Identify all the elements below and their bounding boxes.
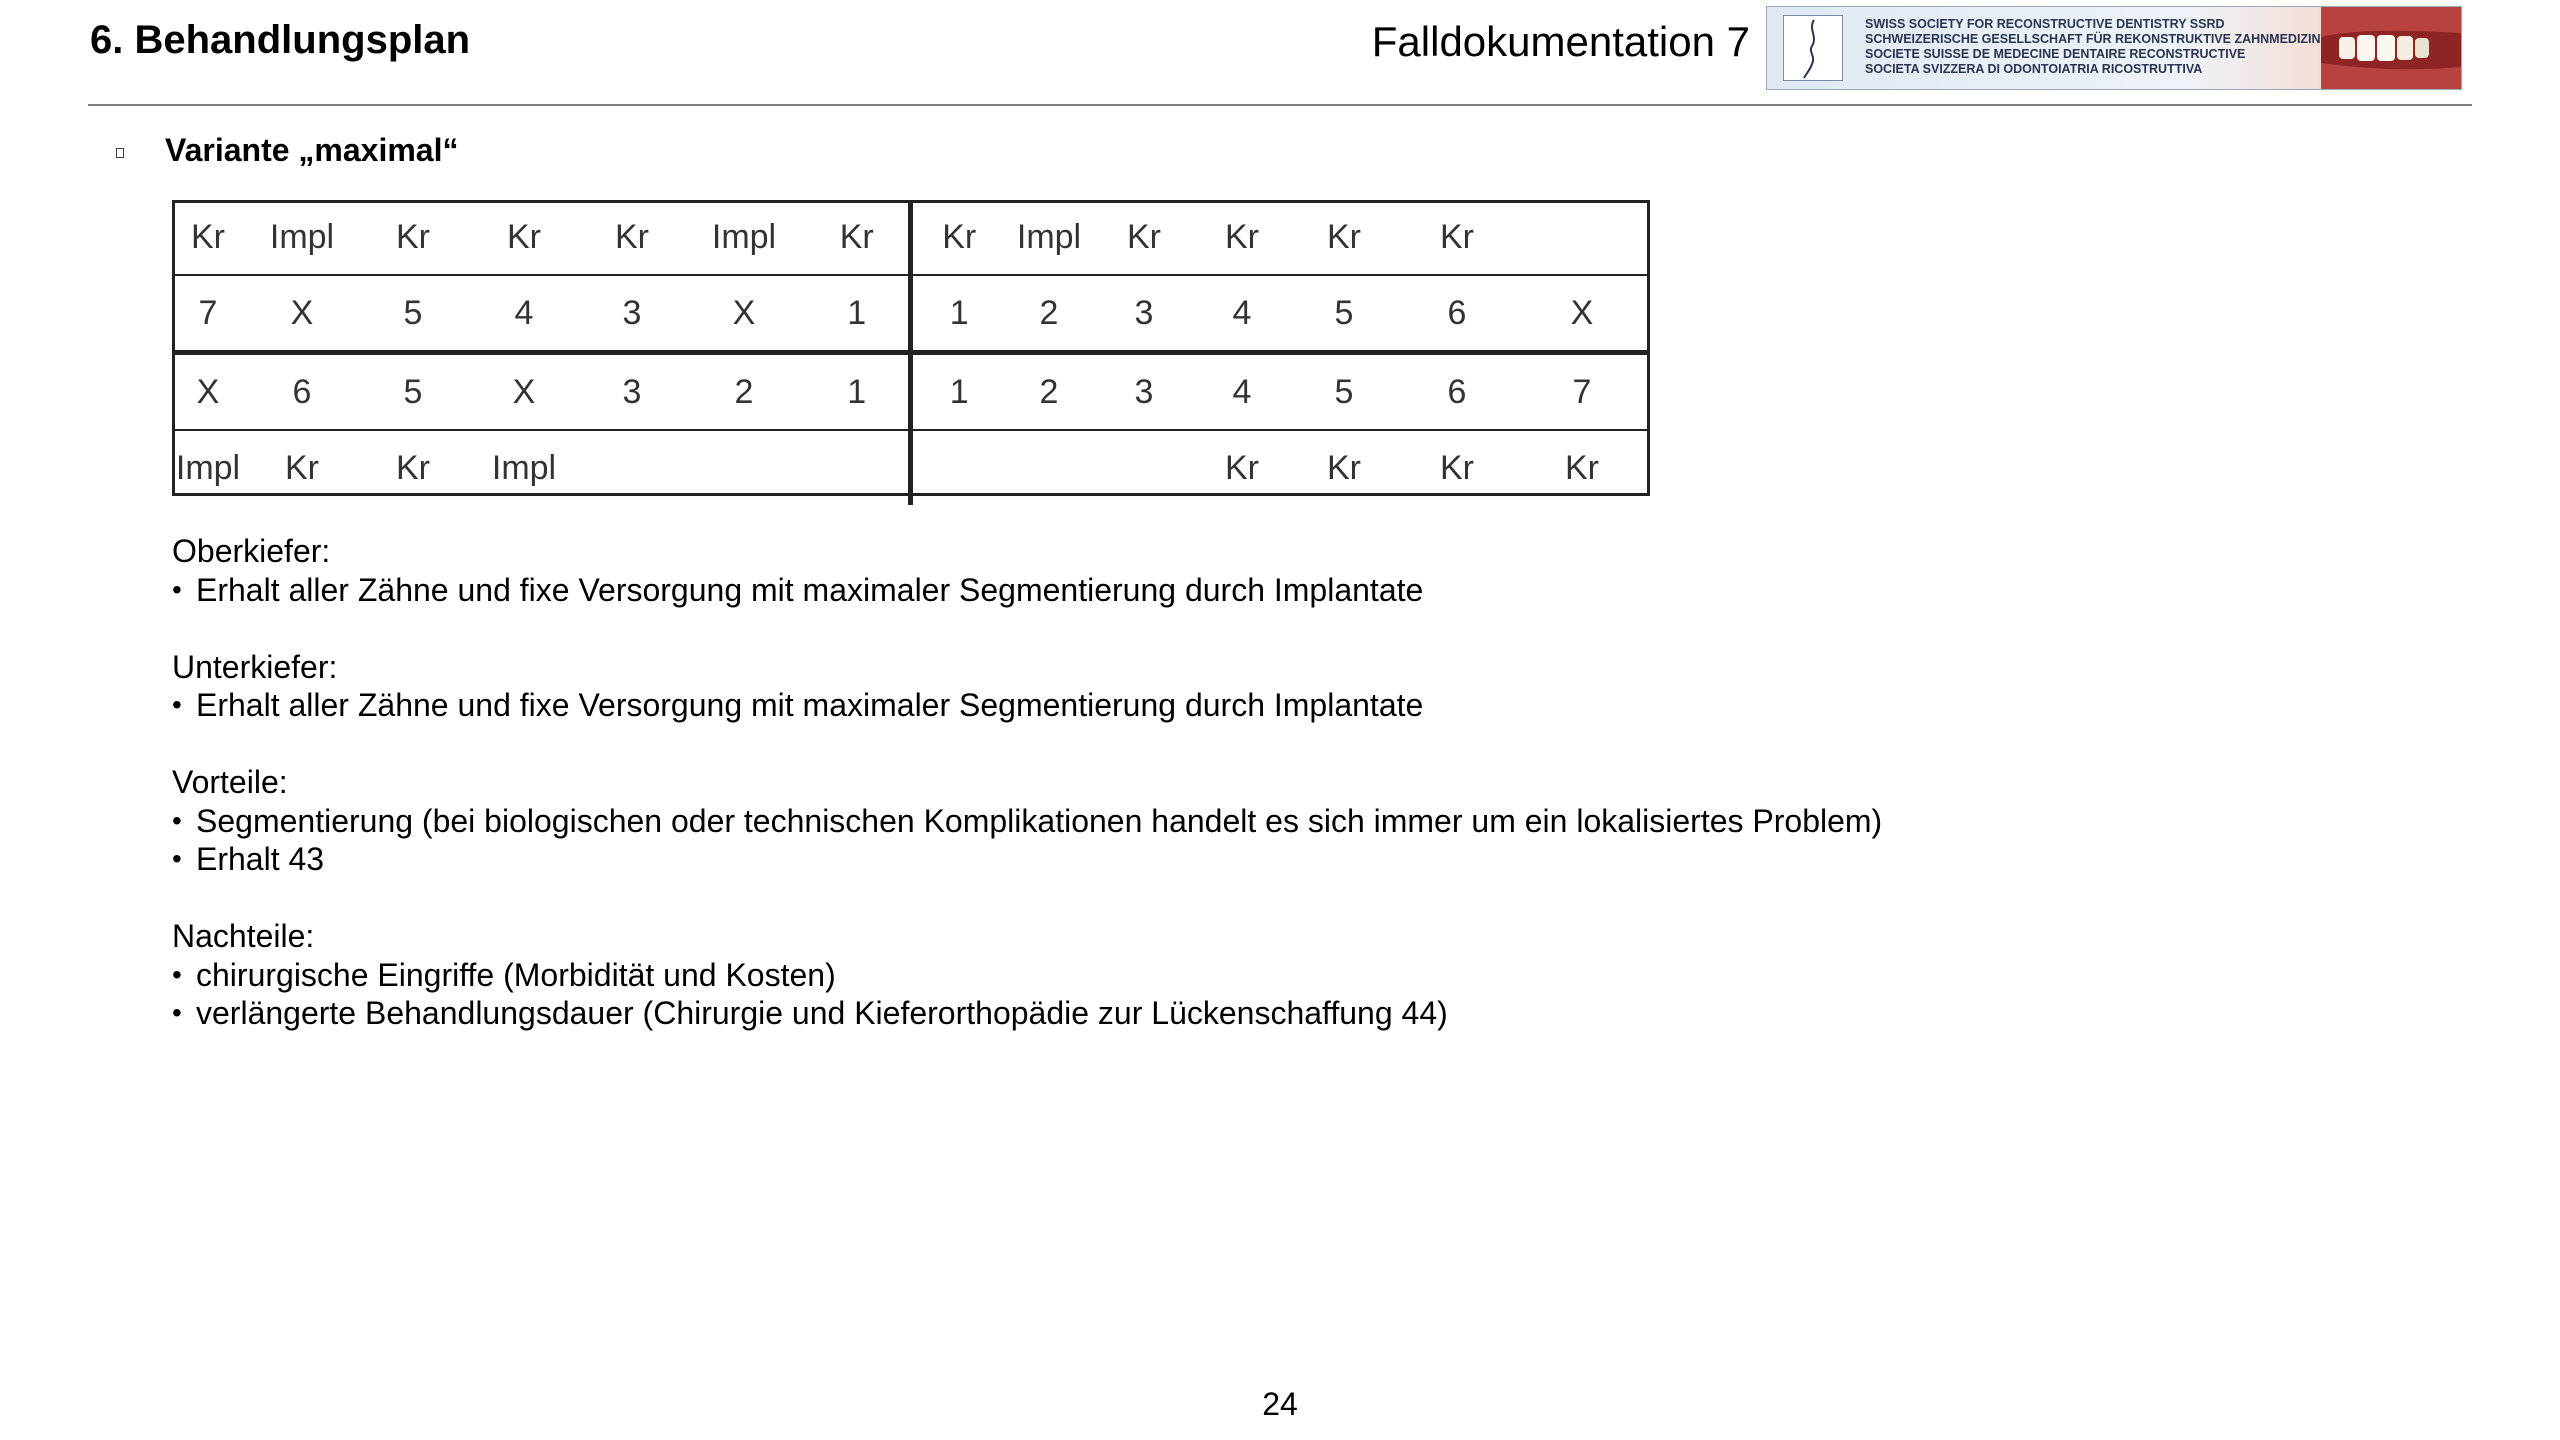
- bullet-icon: •: [172, 958, 182, 990]
- table-cell: Kr: [285, 448, 319, 487]
- table-cell: 3: [582, 275, 682, 353]
- table-cell: Impl: [491, 448, 557, 487]
- table-cell: 5: [360, 353, 466, 431]
- page-title: 6. Behandlungsplan: [90, 18, 471, 62]
- list-item-text: verlängerte Behandlungsdauer (Chirurgie und Kieferorthopädie zur Lückenschaffung 44): [196, 995, 1448, 1031]
- header-divider: [88, 104, 2472, 106]
- table-cell: Kr: [172, 200, 244, 275]
- profile-emblem-icon: [1783, 15, 1843, 81]
- table-cell: Impl: [175, 448, 241, 487]
- list-item: [172, 956, 2372, 995]
- table-cell: Kr: [1400, 200, 1514, 275]
- table-cell: 1: [806, 353, 910, 431]
- society-name-line: SCHWEIZERISCHE GESELLSCHAFT FÜR REKONSTRUKTIVE ZAHNMEDIZIN: [1865, 32, 2321, 46]
- list-item-text: Erhalt aller Zähne und fixe Versorgung mit maximaler Segmentierung durch Implantate: [196, 687, 1424, 723]
- list-item: [172, 571, 2372, 610]
- page-number: 24: [1262, 1386, 1298, 1422]
- table-cell: Kr: [360, 200, 466, 275]
- table-cell: Kr: [806, 200, 910, 275]
- table-cell: Kr: [466, 200, 582, 275]
- bullet-icon: •: [172, 997, 182, 1028]
- table-cell: 6: [244, 353, 360, 431]
- table-cell: 1: [910, 275, 1006, 353]
- table-cell: [1514, 200, 1650, 275]
- table-cell: X: [244, 275, 360, 353]
- table-cell: 5: [360, 275, 466, 353]
- society-name-line: SWISS SOCIETY FOR RECONSTRUCTIVE DENTISTRY SSRD: [1865, 17, 2225, 31]
- teeth-photo-icon: [2321, 7, 2461, 90]
- society-name-line: SOCIETE SUISSE DE MEDECINE DENTAIRE RECONSTRUCTIVE: [1865, 47, 2246, 61]
- spacer: [172, 879, 2372, 918]
- table-cell: Impl: [682, 200, 806, 275]
- spacer: [172, 609, 2372, 648]
- section-heading-unterkiefer: Unterkiefer:: [172, 648, 338, 685]
- table-cell: Kr: [1440, 448, 1474, 487]
- table-cell: 4: [1196, 353, 1288, 431]
- table-cell: [1092, 430, 1196, 505]
- table-row: [172, 200, 1650, 275]
- table-cell: X: [682, 275, 806, 353]
- square-bullet-icon: [116, 148, 124, 158]
- table-cell: 6: [1400, 353, 1514, 431]
- table-cell: 2: [682, 353, 806, 431]
- list-item: [172, 802, 2372, 841]
- variant-title: Variante „maximal“: [165, 132, 459, 168]
- bullet-icon: •: [172, 573, 182, 605]
- society-logo: [1766, 6, 2462, 90]
- treatment-plan-table: [172, 200, 1650, 505]
- list-item-text: Segmentierung (bei biologischen oder technischen Komplikationen handelt es sich immer um ein lokalisiertes Problem): [196, 802, 1883, 839]
- bullet-icon: •: [172, 843, 182, 874]
- table-cell: Kr: [1327, 448, 1361, 487]
- table-cell: 2: [1006, 353, 1092, 431]
- list-item: [172, 994, 2372, 1033]
- table-cell: Kr: [582, 200, 682, 275]
- table-cell: Kr: [1565, 448, 1599, 487]
- table-cell: 4: [1196, 275, 1288, 353]
- table-cell: [806, 430, 910, 505]
- table-cell: 1: [806, 275, 910, 353]
- table-cell: Kr: [910, 200, 1006, 275]
- section-heading-nachteile: Nachteile:: [172, 918, 315, 954]
- table-cell: 2: [1006, 275, 1092, 353]
- list-item-text: chirurgische Eingriffe (Morbidität und Kosten): [196, 956, 836, 993]
- table-cell: 5: [1288, 275, 1400, 353]
- table-cell: Impl: [1006, 200, 1092, 275]
- section-heading-vorteile: Vorteile:: [172, 764, 288, 800]
- table-row: [172, 353, 1650, 431]
- society-name-text: [1865, 17, 2321, 77]
- table-cell: X: [172, 353, 244, 431]
- table-cell: 1: [910, 353, 1006, 431]
- bullet-icon: •: [172, 804, 182, 836]
- society-name-line: SOCIETA SVIZZERA DI ODONTOIATRIA RICOSTRUTTIVA: [1865, 62, 2203, 76]
- table-cell: Impl: [244, 200, 360, 275]
- table-cell: 7: [1514, 353, 1650, 431]
- table-cell: Kr: [1225, 448, 1259, 487]
- table-cell: 4: [466, 275, 582, 353]
- table-cell: 3: [1092, 353, 1196, 431]
- table-cell: Kr: [1196, 200, 1288, 275]
- table-row: [172, 275, 1650, 353]
- list-item: [172, 686, 2372, 725]
- plan-description: [172, 532, 2372, 1033]
- table-cell: 3: [582, 353, 682, 431]
- table-cell: Kr: [1288, 200, 1400, 275]
- table-cell: Kr: [1092, 200, 1196, 275]
- table-cell: Kr: [396, 448, 430, 487]
- list-item: [172, 840, 2372, 879]
- list-item-text: Erhalt aller Zähne und fixe Versorgung mit maximaler Segmentierung durch Implantate: [196, 571, 1424, 608]
- table-cell: [1006, 430, 1092, 505]
- table-cell: 3: [1092, 275, 1196, 353]
- table-cell: 6: [1400, 275, 1514, 353]
- table-cell: 5: [1288, 353, 1400, 431]
- table-cell: X: [1514, 275, 1650, 353]
- table-cell: [910, 430, 1006, 505]
- table-cell: [582, 430, 682, 505]
- table-cell: 7: [172, 275, 244, 353]
- table-cell: [682, 430, 806, 505]
- spacer: [172, 725, 2372, 764]
- table-cell: X: [466, 353, 582, 431]
- section-heading-oberkiefer: Oberkiefer:: [172, 533, 331, 569]
- case-label: Falldokumentation 7: [1371, 18, 1750, 65]
- table-row: [172, 430, 1650, 505]
- bullet-icon: •: [172, 689, 182, 720]
- list-item-text: Erhalt 43: [196, 841, 325, 877]
